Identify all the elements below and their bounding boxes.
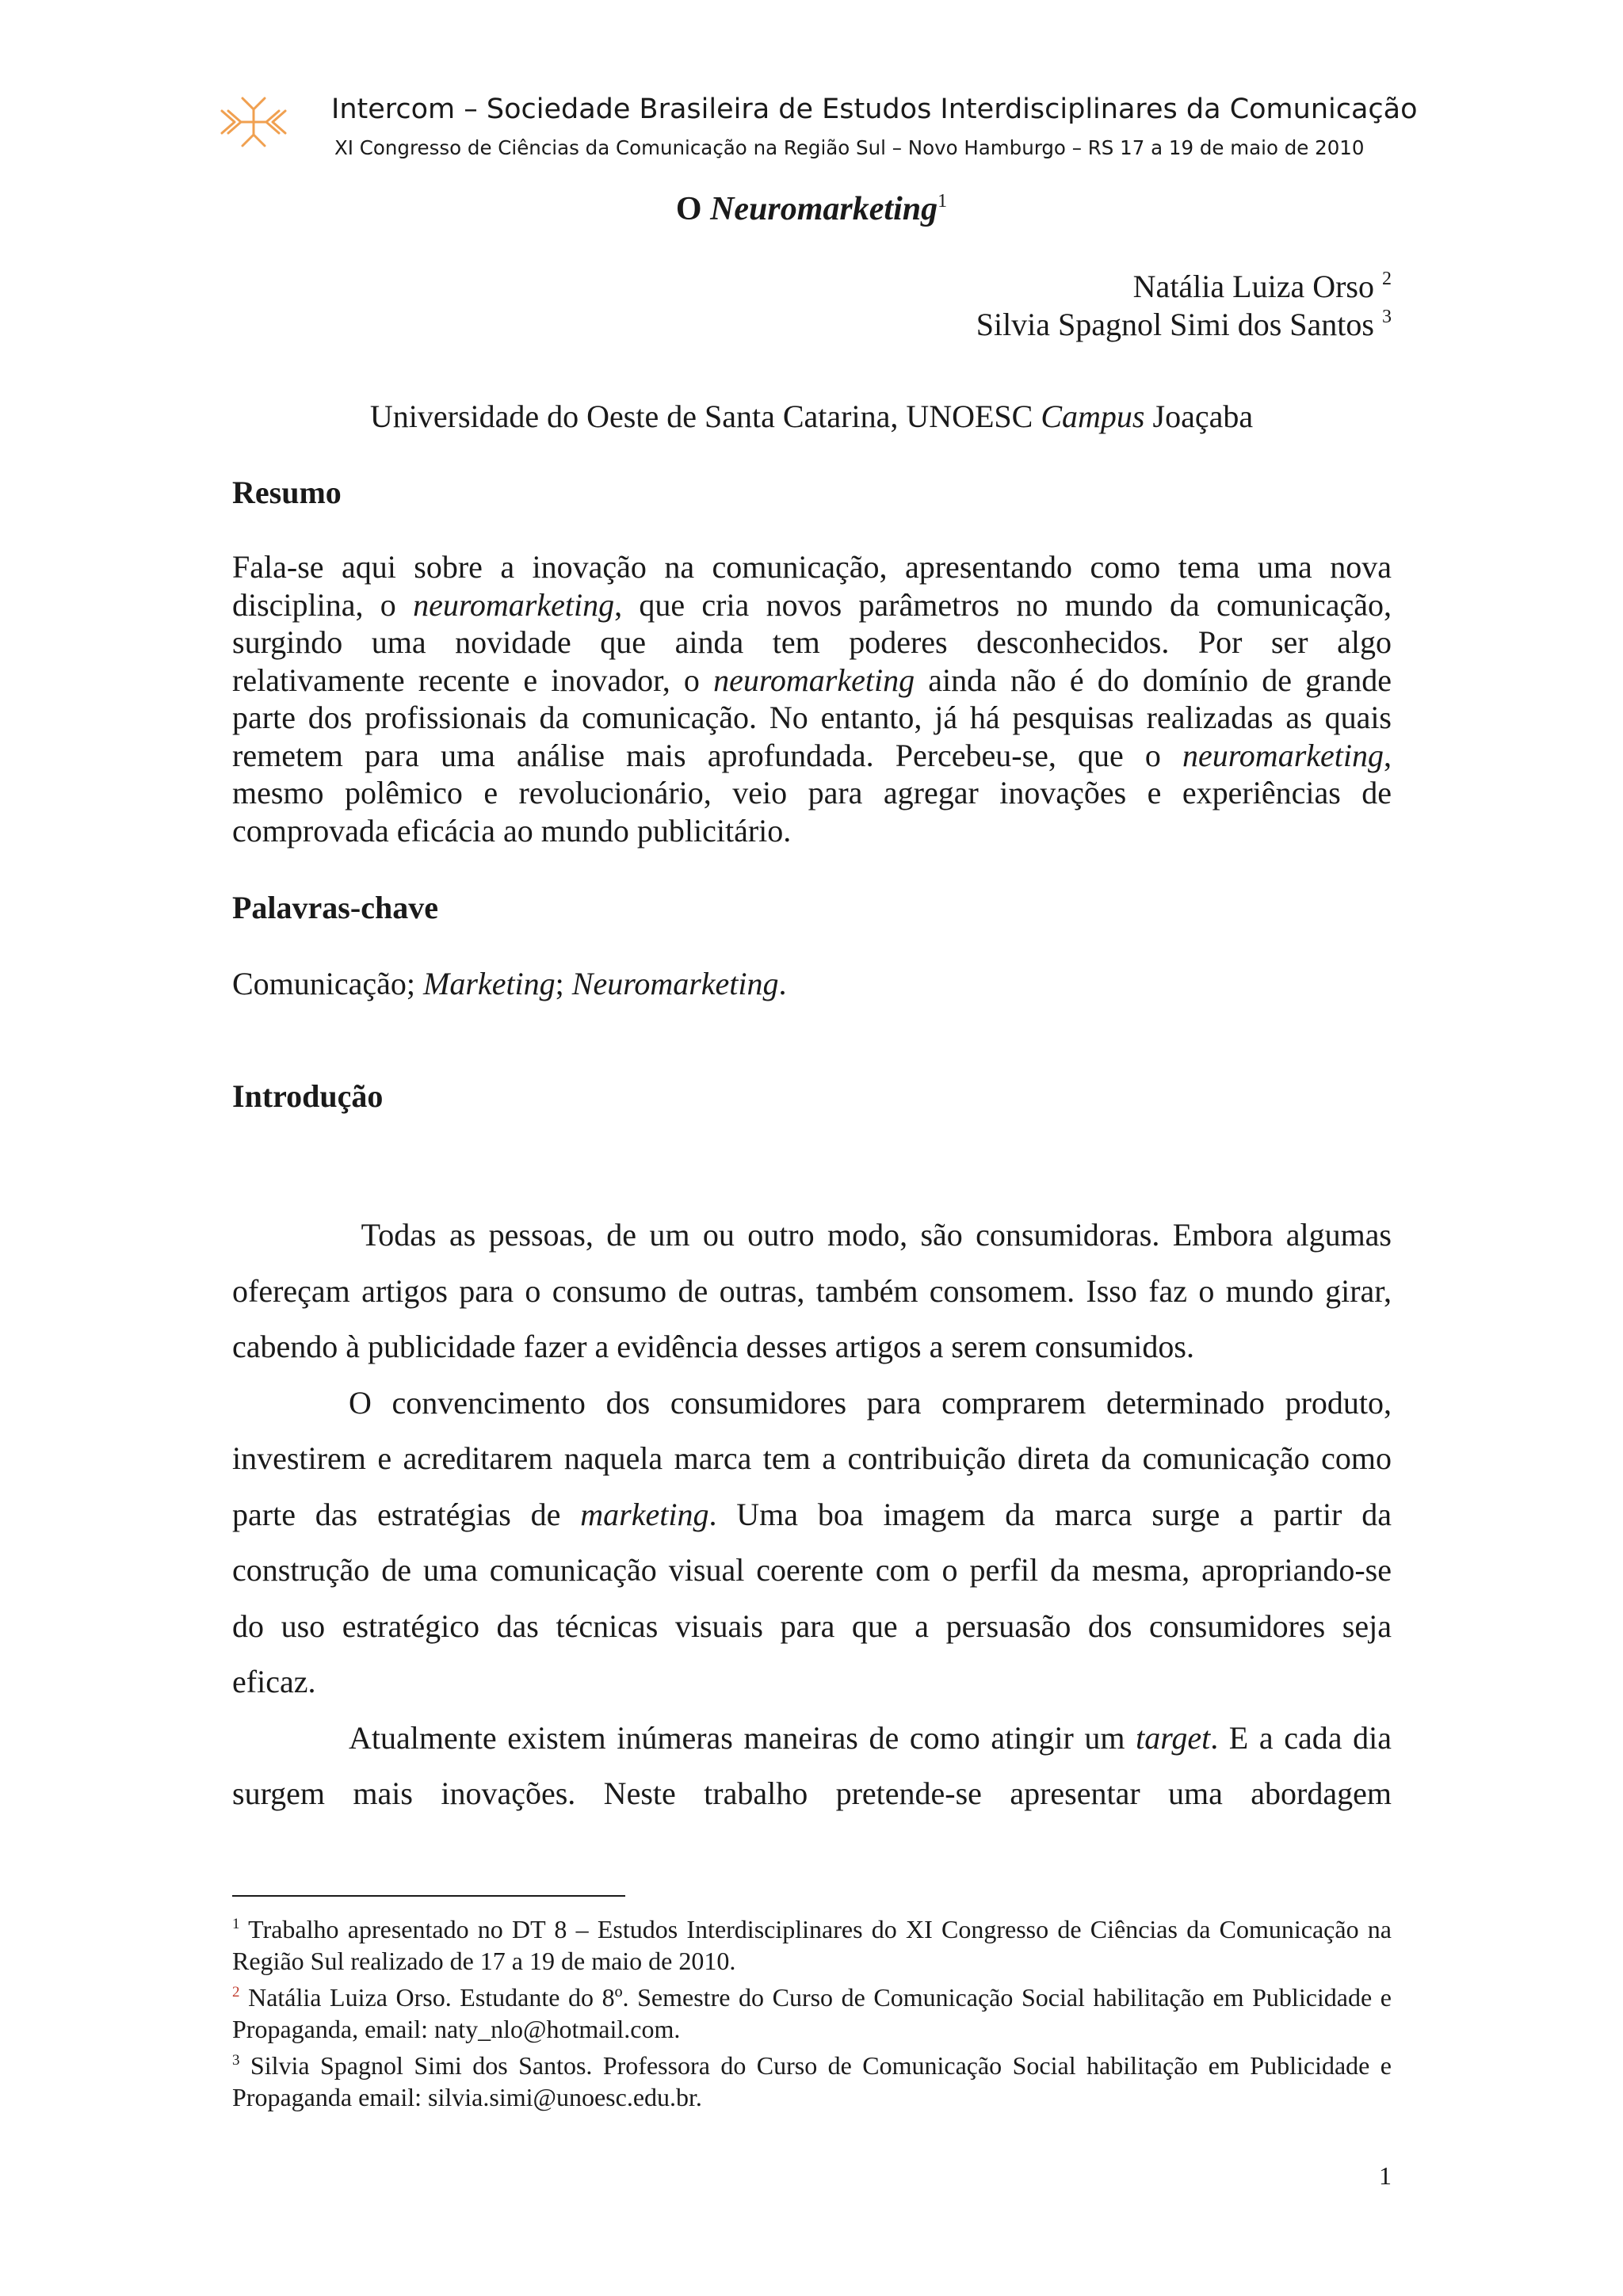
section-heading-keywords: Palavras-chave [232, 890, 438, 925]
author-2 [976, 306, 1392, 343]
body-line: Todas as pessoas, de um ou outro modo, são consumidoras. Embora algumas [349, 1217, 1392, 1253]
footnote-2: $^2$ Natália Luiza Orso. Estudante do 8º. Semestre do Curso de Comunicação Social habilitação em Publicidade e Propaganda, email: naty_nlo@hotmail.com. [232, 1983, 1392, 2043]
body-line: surgem mais inovações. Neste trabalho pretende-se apresentar uma abordagem [232, 1775, 1392, 1811]
author-2-footnote-ref[interactable]: 3 [1382, 307, 1392, 327]
section-heading-introduction: Introdução [232, 1078, 384, 1114]
author-1-footnote-ref[interactable]: 2 [1382, 269, 1392, 289]
header-congress: XI Congresso de Ciências da Comunicação na Região Sul – Novo Hamburgo – RS 17 a 19 de maio de 2010 [334, 136, 1365, 159]
footnote-3: $^3$ Silvia Spagnol Simi dos Santos. Professora do Curso de Comunicação Social habilitação em Publicidade e Propaganda email: silvia.simi@unoesc.edu.br. [232, 2051, 1392, 2111]
body-line: Atualmente existem inúmeras maneiras de como atingir um target. E a cada dia [349, 1719, 1392, 1756]
introduction-body [232, 1207, 1392, 1822]
abstract-line: parte dos profissionais da comunicação. No entanto, já há pesquisas realizadas as quais [232, 700, 1392, 735]
author-1 [1133, 268, 1392, 305]
abstract-line: surgindo uma novidade que ainda tem poderes desconhecidos. Por ser algo [232, 624, 1392, 660]
body-line: cabendo à publicidade fazer a evidência desses artigos a serem consumidos. [232, 1329, 1194, 1364]
abstract-line: relativamente recente e inovador, o neuromarketing ainda não é do domínio de grande [232, 662, 1392, 698]
footnotes [232, 1909, 1392, 2113]
footnote-1: $^1$ Trabalho apresentado no DT 8 – Estudos Interdisciplinares do XI Congresso de Ciências da Comunicação na Região Sul realizado de 17 a 19 de maio de 2010. [232, 1915, 1392, 1975]
section-heading-resumo: Resumo [232, 475, 342, 510]
body-line: O convencimento dos consumidores para comprarem determinado produto, [349, 1384, 1392, 1421]
intercom-logo-icon [216, 93, 292, 151]
author-2-name: Silvia Spagnol Simi dos Santos [976, 307, 1382, 342]
abstract-line: mesmo polêmico e revolucionário, veio para agregar inovações e experiências de [232, 775, 1392, 810]
abstract-line: remetem para uma análise mais aprofundada. Percebeu-se, que o neuromarketing, [232, 737, 1392, 773]
paper-title [0, 190, 1623, 228]
title-footnote-ref[interactable]: 1 [938, 191, 948, 212]
affiliation-italic: Campus [1041, 399, 1145, 434]
body-line: investirem e acreditarem naquela marca tem a contribuição direta da comunicação como [232, 1440, 1392, 1476]
body-line: eficaz. [232, 1664, 316, 1699]
abstract-paragraph [232, 548, 1392, 849]
abstract-line: disciplina, o neuromarketing, que cria novos parâmetros no mundo da comunicação, [232, 586, 1392, 623]
affiliation-text: Universidade do Oeste de Santa Catarina, UNOESC [369, 399, 1041, 434]
body-line: ofereçam artigos para o consumo de outras, também consomem. Isso faz o mundo girar, [232, 1272, 1392, 1309]
footnote-1-mark: 1 [232, 1916, 240, 1932]
body-line: do uso estratégico das técnicas visuais para que a persuasão dos consumidores seja [232, 1608, 1392, 1644]
keywords-text: Comunicação; Marketing; Neuromarketing. [232, 966, 787, 1001]
affiliation [0, 398, 1623, 435]
abstract-line: Fala-se aqui sobre a inovação na comunicação, apresentando como tema uma nova [232, 549, 1392, 585]
abstract-line: comprovada eficácia ao mundo publicitário. [232, 812, 792, 849]
body-line: parte das estratégias de marketing. Uma boa imagem da marca surge a partir da [232, 1496, 1392, 1532]
page-number: 1 [1379, 2161, 1392, 2190]
footnote-separator [232, 1895, 625, 1897]
header-organization: Intercom – Sociedade Brasileira de Estudos Interdisciplinares da Comunicação [331, 93, 1418, 125]
affiliation-text-end: Joaçaba [1144, 399, 1254, 434]
footnote-3-mark: 3 [232, 2052, 240, 2069]
body-line: construção de uma comunicação visual coerente com o perfil da mesma, apropriando-se [232, 1552, 1392, 1588]
title-prefix: O [675, 191, 711, 227]
title-italic: Neuromarketing [710, 191, 938, 227]
author-1-name: Natália Luiza Orso [1132, 269, 1382, 304]
footnote-2-mark: 2 [232, 1984, 240, 2000]
